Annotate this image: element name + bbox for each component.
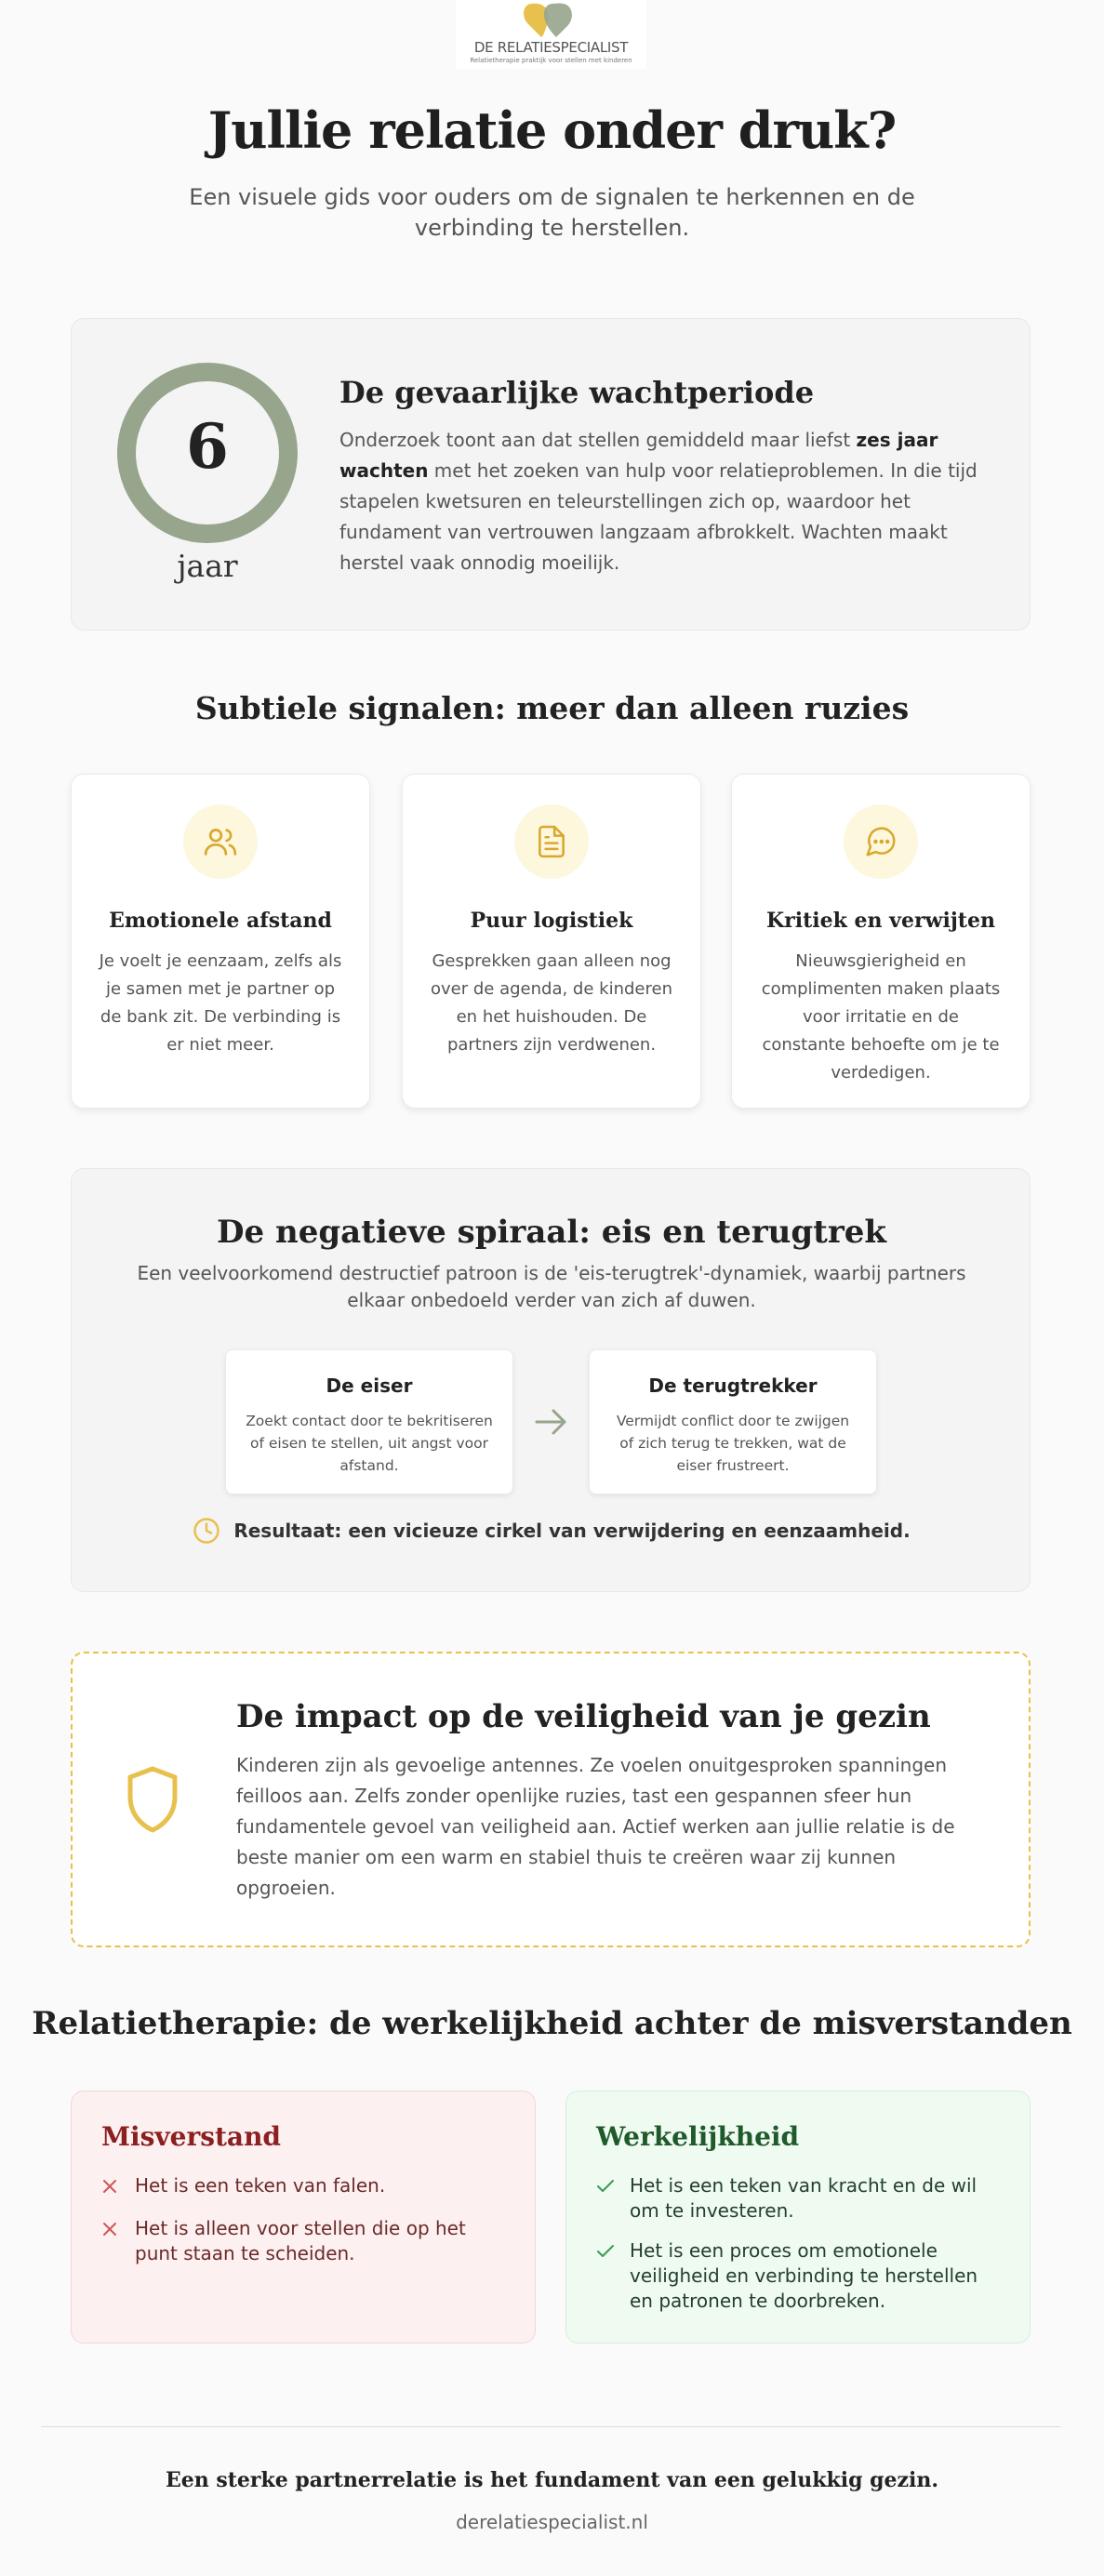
signal-text: Nieuwsgierigheid en complimenten maken plaats voor irritatie en de constante behoefte om je te verdedigen.	[761, 951, 1001, 1082]
signal-card-logistics	[402, 774, 701, 1109]
reality-list	[596, 2173, 1005, 2329]
waiting-text: Onderzoek toont aan dat stellen gemiddeld maar liefst zes jaar wachten met het zoeken van hulp voor relatieproblemen. In die tijd stapelen kwetsuren en teleurstellingen zich op, waardoor het fundament van vertrouwen langzaam afbrokkelt. Wachten maakt herstel vaak onnodig moeilijk.	[339, 429, 978, 574]
logo-tagline: Relatietherapie praktijk voor stellen met kinderen	[470, 57, 632, 64]
site-logo[interactable]	[456, 0, 646, 69]
signal-text: Je voelt je eenzaam, zelfs als je samen met je partner op de bank zit. De verbinding is er niet meer.	[99, 951, 342, 1055]
signal-card-emotional-distance	[71, 774, 370, 1109]
demander-card	[225, 1349, 513, 1494]
demander-title: De eiser	[326, 1374, 413, 1397]
check-icon	[596, 2238, 617, 2314]
years-number: 6	[186, 410, 229, 483]
misconception-title: Misverstand	[101, 2121, 282, 2152]
logo-name: DE RELATIESPECIALIST	[473, 39, 629, 56]
spiral-subtitle: Een veelvoorkomend destructief patroon is de 'eis-terugtrek'-dynamiek, waarbij partners elkaar onbedoeld verder van zich af duwen.	[137, 1262, 966, 1311]
spiral-result	[72, 1517, 1031, 1545]
reality-title: Werkelijkheid	[596, 2121, 800, 2152]
result-text: Resultaat: een vicieuze cirkel van verwijdering en eenzaamheid.	[233, 1520, 911, 1542]
impact-title: De impact op de veiligheid van je gezin	[236, 1698, 931, 1735]
withdrawer-text: Vermijdt conflict door te zwijgen of zich terug te trekken, wat de eiser frustreert.	[616, 1413, 850, 1474]
waiting-title: De gevaarlijke wachtperiode	[339, 375, 815, 410]
demander-text: Zoekt contact door te bekritiseren of eisen te stellen, uit angst voor afstand.	[246, 1413, 493, 1474]
withdrawer-card	[589, 1349, 877, 1494]
list-item: Het is een teken van kracht en de wil om te investeren.	[596, 2173, 1005, 2224]
page-subtitle: Een visuele gids voor ouders om de signalen te herkennen en de verbinding te herstellen.	[189, 184, 915, 241]
signal-title: Emotionele afstand	[109, 909, 332, 933]
list-item: Het is alleen voor stellen die op het punt staan te scheiden.	[101, 2216, 511, 2266]
impact-text: Kinderen zijn als gevoelige antennes. Ze voelen onuitgesproken spanningen feilloos aan. Zelfs zonder openlijke ruzies, tast een gespannen sfeer hun fundamentele gevoel van veiligheid aan. Actief werken aan jullie relatie is de beste manier om een warm en stabiel thuis te creëren waar zij kunnen opgroeien.	[236, 1754, 955, 1899]
list-item: Het is een teken van falen.	[101, 2173, 511, 2201]
misconception-card	[71, 2091, 536, 2344]
cross-icon	[101, 2216, 122, 2266]
footer-divider	[41, 2426, 1060, 2427]
check-icon	[596, 2173, 617, 2224]
spiral-title: De negatieve spiraal: eis en terugtrek	[217, 1214, 886, 1251]
signal-text: Gesprekken gaan alleen nog over de agenda, de kinderen en het huishouden. De partners zijn verdwenen.	[431, 951, 672, 1055]
reality-card	[565, 2091, 1031, 2344]
arrow-right-icon	[533, 1405, 570, 1439]
signal-title: Puur logistiek	[470, 909, 633, 933]
waiting-period-card	[71, 318, 1031, 631]
years-unit: jaar	[177, 548, 238, 584]
speech-bubble-icon	[844, 804, 918, 879]
years-ring	[116, 362, 299, 544]
shield-icon	[125, 1765, 180, 1834]
withdrawer-title: De terugtrekker	[648, 1374, 818, 1397]
page-title: Jullie relatie onder druk?	[207, 100, 897, 160]
signals-title: Subtiele signalen: meer dan alleen ruzies	[194, 690, 910, 726]
document-icon	[514, 804, 589, 879]
cross-icon	[101, 2173, 122, 2201]
heart-logo-icon	[519, 0, 584, 41]
users-icon	[183, 804, 258, 879]
misconception-list	[101, 2173, 511, 2281]
footer-tagline: Een sterke partnerrelatie is het fundament van een gelukkig gezin.	[165, 2468, 939, 2492]
impact-card	[71, 1652, 1031, 1947]
signal-card-criticism	[731, 774, 1031, 1109]
clock-icon	[193, 1517, 220, 1545]
waiting-highlight: zes jaar wachten	[339, 429, 938, 482]
signal-title: Kritiek en verwijten	[766, 909, 995, 933]
spiral-card	[71, 1168, 1031, 1592]
list-item: Het is een proces om emotionele veiligheid en verbinding te herstellen en patronen te doorbreken.	[596, 2238, 1005, 2314]
myths-title: Relatietherapie: de werkelijkheid achter de misverstanden	[32, 2005, 1072, 2042]
footer-website-link[interactable]: derelatiespecialist.nl	[456, 2511, 648, 2533]
